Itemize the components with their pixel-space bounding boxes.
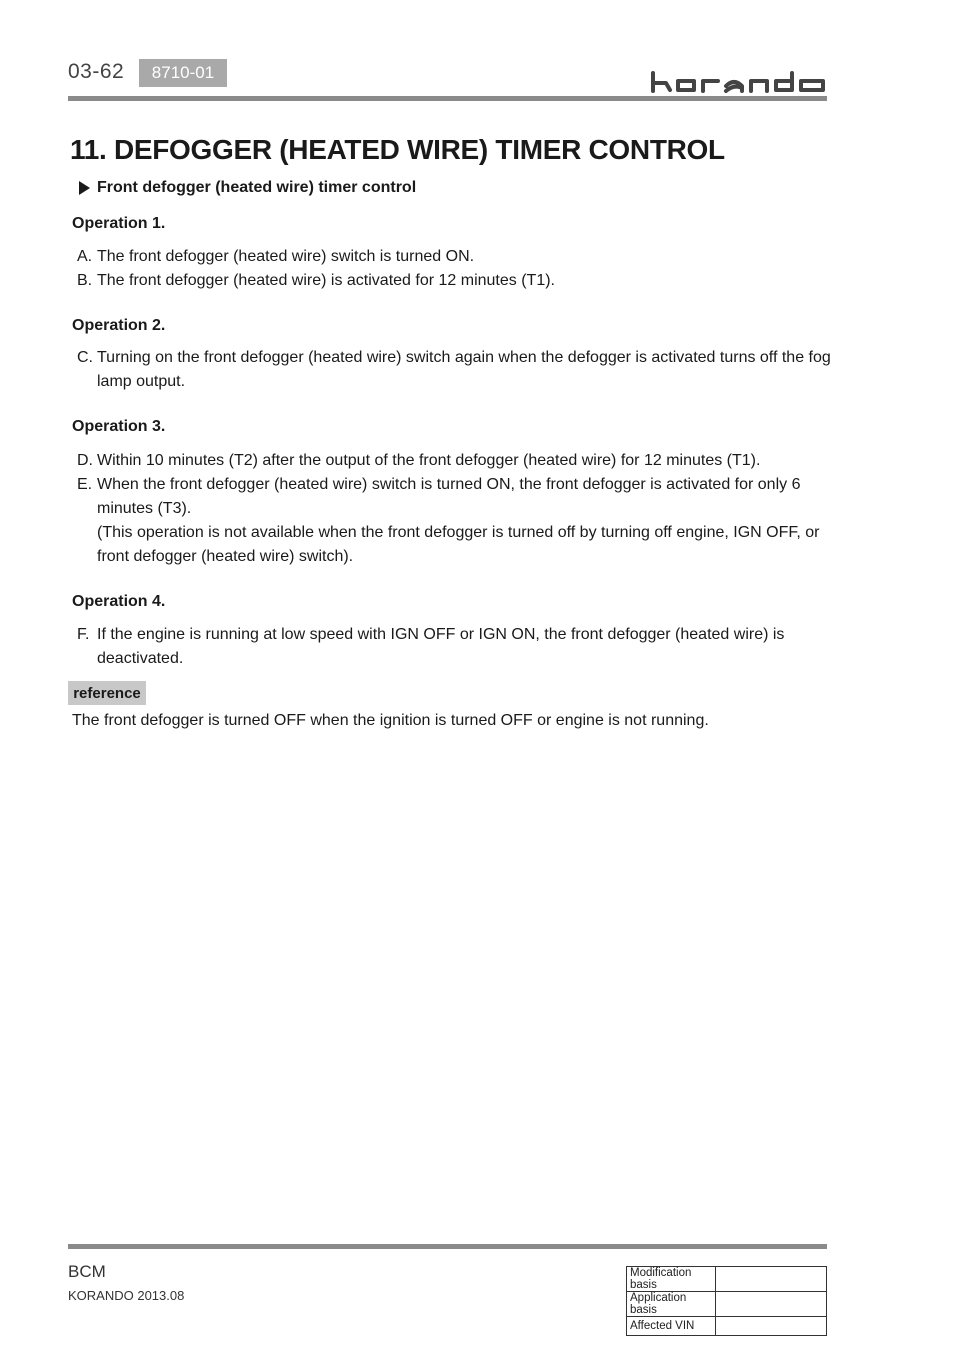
item-text: The front defogger (heated wire) is activated for 12 minutes (T1). [97, 272, 555, 289]
list-item-b [77, 269, 837, 293]
item-text: Within 10 minutes (T2) after the output of the front defogger (heated wire) for 12 minutes (T1). [97, 452, 761, 469]
korando-logo [650, 70, 828, 94]
list-item-c [77, 346, 837, 394]
item-text: The front defogger (heated wire) switch is turned ON. [97, 248, 475, 265]
item-text: When the front defogger (heated wire) switch is turned ON, the front defogger is activated for only 6 minutes (T3). [97, 476, 801, 517]
item-marker: C. [77, 349, 93, 366]
revision-label: Modification basis [627, 1267, 716, 1292]
operation-2-heading: Operation 2. [72, 317, 166, 334]
item-marker: B. [77, 272, 93, 289]
revision-label: Affected VIN [627, 1317, 716, 1336]
revision-label: Application basis [627, 1292, 716, 1317]
list-item-f [77, 623, 837, 671]
item-note: (This operation is not available when the front defogger is turned off by turning off engine, IGN OFF, or front defogger (heated wire) switch). [97, 524, 820, 565]
table-row [627, 1267, 827, 1292]
reference-badge: reference [68, 681, 146, 705]
triangle-bullet-icon [79, 181, 90, 195]
operation-4-heading: Operation 4. [72, 593, 166, 610]
item-marker: F. [77, 626, 90, 643]
footer-system: BCM [68, 1262, 106, 1281]
reference-text: The front defogger is turned OFF when the ignition is turned OFF or engine is not running. [72, 712, 709, 729]
subheading-text: Front defogger (heated wire) timer control [97, 179, 417, 196]
item-marker: D. [77, 452, 93, 469]
footer-rule [68, 1244, 827, 1249]
item-body [97, 473, 837, 569]
table-row [627, 1292, 827, 1317]
page-title: 11. DEFOGGER (HEATED WIRE) TIMER CONTROL [70, 134, 725, 165]
revision-table [626, 1266, 827, 1336]
operation-1-heading: Operation 1. [72, 215, 166, 232]
item-marker: E. [77, 476, 93, 493]
section-code-badge: 8710-01 [139, 59, 227, 87]
footer-model: KORANDO 2013.08 [68, 1288, 185, 1303]
item-text: Turning on the front defogger (heated wire) switch again when the defogger is activated turns off the fog lamp output. [97, 349, 831, 390]
revision-value [716, 1267, 827, 1292]
item-text: If the engine is running at low speed with IGN OFF or IGN ON, the front defogger (heated wire) is deactivated. [97, 626, 785, 667]
header-rule [68, 96, 827, 101]
operation-3-heading: Operation 3. [72, 418, 166, 435]
page-number: 03-62 [68, 60, 125, 83]
revision-value [716, 1292, 827, 1317]
list-item-e [77, 473, 837, 569]
list-item-a [77, 245, 837, 269]
item-marker: A. [77, 248, 93, 265]
revision-value [716, 1317, 827, 1336]
table-row [627, 1317, 827, 1336]
subheading [79, 179, 416, 197]
list-item-d [77, 449, 837, 473]
